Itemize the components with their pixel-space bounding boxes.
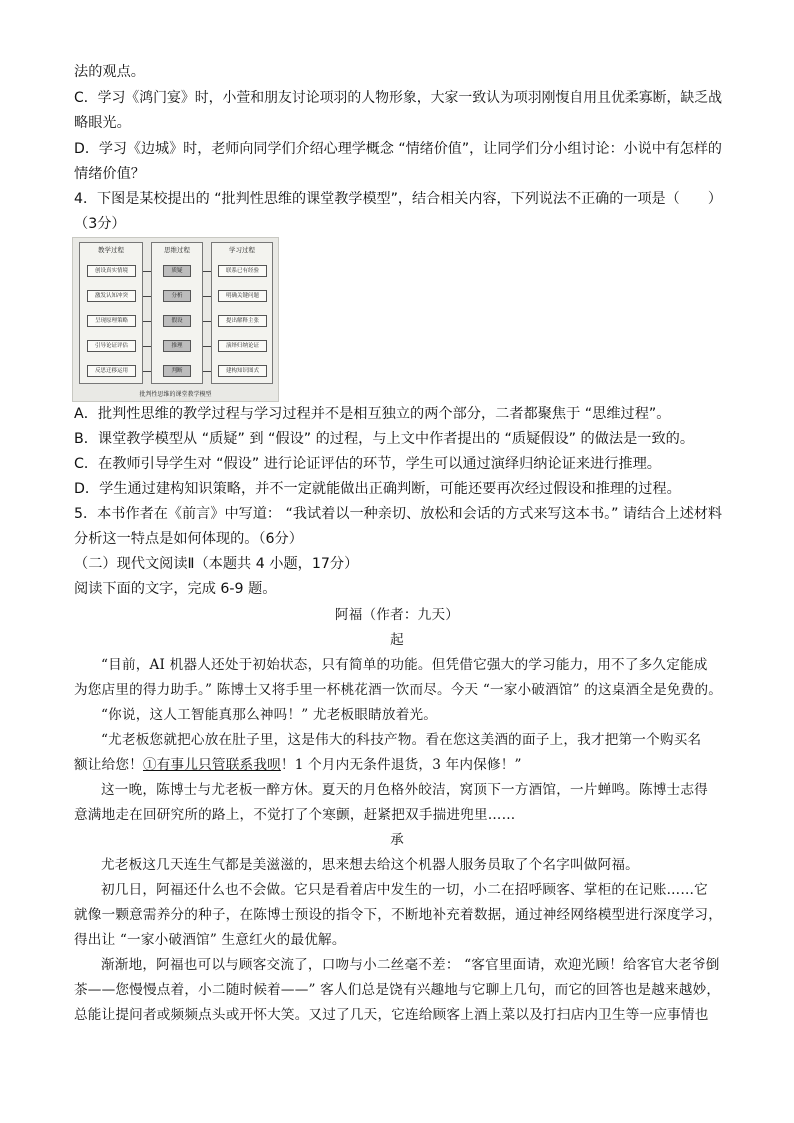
story-p1-line2: 为您店里的得力助手。” 陈博士又将手里一杯桃花酒一饮而尽。今天 “一家小破酒馆” 的这桌酒全是免费的。 bbox=[74, 682, 723, 698]
story-p6-line2: 就像一颗意需养分的种子，在陈博士预设的指令下，不断地补充着数据，通过神经网络模型进行深度学习， bbox=[74, 907, 722, 923]
underlined-sentence-1: ①有事儿只管联系我呗 bbox=[142, 757, 281, 773]
thinking-step-1: 质疑 bbox=[163, 265, 191, 277]
thinking-step-4: 推理 bbox=[163, 340, 191, 352]
story-p3-text-end: ！1 个月内无条件退货，3 年内保修！” bbox=[280, 757, 522, 773]
q5-line1: 5．本书作者在《前言》中写道： “我试着以一种亲切、放松和会话的方式来写这本书。” 请结合上述材料 bbox=[74, 506, 723, 522]
figure-caption: 批判性思维的课堂教学模型 bbox=[139, 391, 212, 398]
q3-option-c-line2: 略眼光。 bbox=[74, 115, 131, 131]
story-p7-line2: 茶——您慢慢点着，小二随时候着——” 客人们总是饶有兴趣地与它聊上几句，而它的回答也是越来越妙， bbox=[74, 982, 721, 998]
q3-option-d-line2: 情绪价值？ bbox=[74, 166, 145, 182]
story-p7-line1: 渐渐地，阿福也可以与顾客交流了，口吻与小二丝毫不差： “客官里面请，欢迎光顾！给客官大老爷倒 bbox=[101, 957, 720, 973]
teaching-process-column bbox=[79, 242, 143, 384]
thinking-step-3: 假设 bbox=[163, 315, 191, 327]
teaching-step-4: 引导论证评估 bbox=[87, 340, 136, 352]
story-p4-line2: 意满地走在回研究所的路上，不觉打了个寒颤，赶紧把双手揣进兜里…… bbox=[74, 807, 516, 823]
story-p4-line1: 这一晚，陈博士与尤老板一醉方休。夏天的月色格外皎洁，窝顶下一方酒馆，一片蝉鸣。陈博士志得 bbox=[101, 782, 708, 798]
q4-stem-line2: （3分） bbox=[74, 216, 126, 232]
q4-stem-line1: 4．下图是某校提出的 “批判性思维的课堂教学模型”，结合相关内容，下列说法不正确的一项是（ ） bbox=[74, 191, 722, 207]
thinking-step-5: 判断 bbox=[163, 365, 191, 377]
q3-option-c-line1: C．学习《鸿门宴》时，小萱和朋友讨论项羽的人物形象，大家一致认为项羽刚愎自用且优柔寡断，缺乏战 bbox=[74, 90, 722, 106]
story-p3-line1: “尤老板您就把心放在肚子里，这是伟大的科技产物。看在您这美酒的面子上，我才把第一个购买名 bbox=[101, 732, 702, 748]
q5-line2: 分析这一特点是如何体现的。（6分） bbox=[74, 531, 303, 547]
learning-step-4: 演绎归纳论证 bbox=[218, 340, 267, 352]
part-label-qi: 起 bbox=[390, 632, 404, 648]
q3-option-d-line1: D．学习《边城》时，老师向同学们介绍心理学概念 “情绪价值”，让同学们分小组讨论：小说中有怎样的 bbox=[74, 141, 722, 157]
learning-step-2: 明确关键问题 bbox=[218, 290, 267, 302]
story-p3-line2 bbox=[74, 756, 522, 774]
part-label-cheng: 承 bbox=[390, 832, 404, 848]
teaching-model-flowchart bbox=[72, 237, 279, 402]
q3-option-b-continuation: 法的观点。 bbox=[74, 64, 145, 80]
q4-option-a: A．批判性思维的教学过程与学习过程并不是相互独立的两个部分，二者都聚焦于 “思维过程”。 bbox=[74, 406, 671, 422]
story-p3-text: 额让给您！ bbox=[74, 757, 143, 773]
learning-process-column bbox=[211, 242, 273, 384]
learning-process-title: 学习过程 bbox=[229, 246, 255, 254]
story-p2: “你说，这人工智能真那么神吗！” 尤老板眼睛放着光。 bbox=[101, 707, 438, 723]
learning-step-1: 联系已有经验 bbox=[218, 265, 267, 277]
learning-step-3: 提出解释主张 bbox=[218, 315, 267, 327]
q4-option-c: C．在教师引导学生对 “假设” 进行论证评估的环节，学生可以通过演绎归纳论证来进行推理。 bbox=[74, 456, 661, 472]
teaching-step-3: 呈现原理策略 bbox=[87, 315, 136, 327]
teaching-step-5: 反思迁移运用 bbox=[87, 365, 136, 377]
story-p7-line3: 总能让提问者或频频点头或开怀大笑。又过了几天，它连给顾客上酒上菜以及打扫店内卫生等一应事情也 bbox=[74, 1007, 709, 1023]
reading-instruction: 阅读下面的文字，完成 6-9 题。 bbox=[74, 581, 277, 597]
q4-option-d: D．学生通过建构知识策略，并不一定就能做出正确判断，可能还要再次经过假设和推理的过程。 bbox=[74, 481, 681, 497]
thinking-step-2: 分析 bbox=[163, 290, 191, 302]
learning-step-5: 建构知识图式 bbox=[218, 365, 267, 377]
story-title: 阿福（作者：九天） bbox=[334, 607, 460, 623]
story-p6-line1: 初几日，阿福还什么也不会做。它只是看着店中发生的一切，小二在招呼顾客、掌柜的在记账……它 bbox=[101, 882, 708, 898]
thinking-process-title: 思维过程 bbox=[164, 246, 190, 254]
story-p1-line1: “目前，AI 机器人还处于初始状态，只有简单的功能。但凭借它强大的学习能力，用不了多久定能成 bbox=[101, 657, 708, 673]
story-p5: 尤老板这几天连生气都是美滋滋的，思来想去给这个机器人服务员取了个名字叫做阿福。 bbox=[101, 857, 639, 873]
teaching-process-title: 教学过程 bbox=[98, 246, 124, 254]
teaching-step-1: 创设真实情境 bbox=[87, 265, 136, 277]
teaching-step-2: 激发认知冲突 bbox=[87, 290, 136, 302]
thinking-process-column bbox=[151, 242, 203, 384]
story-p6-line3: 得出让 “一家小破酒馆” 生意红火的最优解。 bbox=[74, 932, 346, 948]
q4-option-b: B．课堂教学模型从 “质疑” 到 “假设” 的过程，与上文中作者提出的 “质疑假设” 的做法是一致的。 bbox=[74, 431, 695, 447]
section-heading: （二）现代文阅读Ⅱ（本题共 4 小题，17分） bbox=[74, 556, 359, 572]
